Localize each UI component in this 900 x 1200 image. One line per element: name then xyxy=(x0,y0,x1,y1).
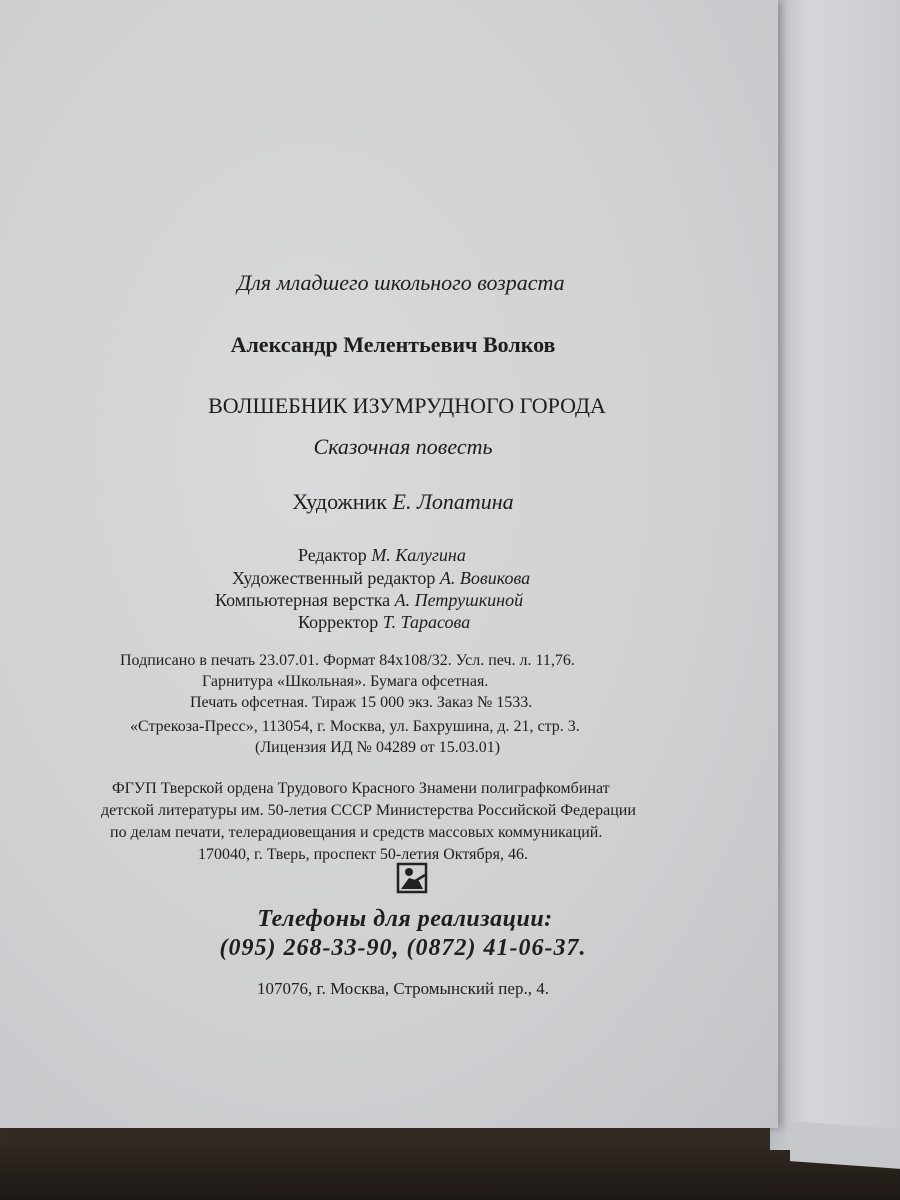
credit-role: Корректор xyxy=(298,612,379,632)
audience-line: Для младшего школьного возраста xyxy=(237,270,565,295)
book-reader-logo-icon xyxy=(395,861,429,895)
author-name: Александр Мелентьевич Волков xyxy=(230,332,556,357)
printer-line-1: ФГУП Тверской ордена Трудового Красного Знамени полиграфкомбинат xyxy=(112,780,610,797)
book-genre: Сказочная повесть xyxy=(313,434,493,459)
credit-editor xyxy=(298,544,466,566)
print-details-line-2: Гарнитура «Школьная». Бумага офсетная. xyxy=(202,673,489,690)
publisher-line-1: «Стрекоза-Пресс», 113054, г. Москва, ул. Бахрушина, д. 21, стр. 3. xyxy=(130,718,580,735)
credit-name: А. Вовикова xyxy=(439,568,531,588)
credit-name: Т. Тарасова xyxy=(382,612,471,632)
credit-role: Компьютерная верстка xyxy=(215,590,391,610)
illustrator-role: Художник xyxy=(292,489,387,514)
credit-name: М. Калугина xyxy=(371,545,466,565)
book-title: ВОЛШЕБНИК ИЗУМРУДНОГО ГОРОДА xyxy=(208,393,606,418)
print-details-line-1: Подписано в печать 23.07.01. Формат 84x108/32. Усл. печ. л. 11,76. xyxy=(120,652,575,669)
print-details-line-3: Печать офсетная. Тираж 15 000 экз. Заказ № 1533. xyxy=(190,694,533,711)
credit-role: Редактор xyxy=(298,545,367,565)
sales-address: 107076, г. Москва, Стромынский пер., 4. xyxy=(257,979,549,998)
publisher-line-2: (Лицензия ИД № 04289 от 15.03.01) xyxy=(255,739,501,756)
illustrator-line xyxy=(14,491,792,513)
sales-heading: Телефоны для реализации: xyxy=(257,906,553,932)
credit-art-editor xyxy=(232,567,530,589)
printer-line-3: по делам печати, телерадиовещания и средств массовых коммуникаций. xyxy=(110,824,603,841)
credit-name: А. Петрушкиной xyxy=(394,590,524,610)
adjacent-page-corner xyxy=(790,1121,900,1169)
sales-phones: (095) 268-33-90, (0872) 41-06-37. xyxy=(219,935,587,961)
table-surface xyxy=(0,1120,900,1200)
printer-line-4: 170040, г. Тверь, проспект 50-летия Октября, 46. xyxy=(198,846,528,863)
credit-layout xyxy=(215,589,523,611)
illustrator-name: Е. Лопатина xyxy=(392,489,514,514)
credit-proofreader xyxy=(298,611,470,633)
credit-role: Художественный редактор xyxy=(232,568,436,588)
printer-line-2: детской литературы им. 50-летия СССР Министерства Российской Федерации xyxy=(101,802,636,819)
